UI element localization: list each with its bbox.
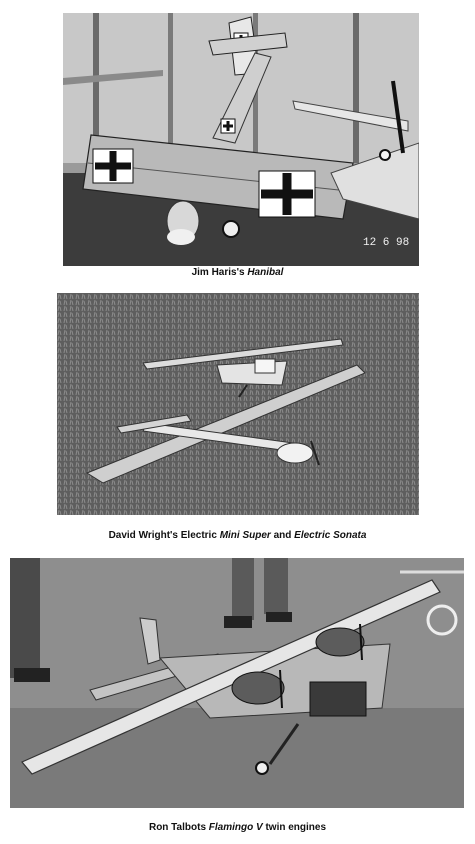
photo-hanibal [63, 13, 419, 266]
caption-sonata-middle: and [270, 530, 295, 541]
caption-flamingo-title: Flamingo V [208, 822, 263, 833]
flamingo-v-photo-art [10, 558, 464, 808]
caption-flamingo-prefix: Ron Talbots [148, 822, 209, 833]
photo-mini-super-sonata [57, 293, 419, 515]
caption-sonata-prefix: David Wright's Electric [108, 530, 220, 541]
caption-flamingo-suffix: twin engines [262, 822, 327, 833]
caption-hanibal [0, 267, 475, 278]
mini-super-sonata-photo-art [57, 293, 419, 515]
hanibal-photo-art [63, 13, 419, 266]
caption-mini-super-sonata [0, 530, 475, 541]
caption-hanibal-title: Hanibal [247, 267, 284, 278]
caption-sonata-title: Mini Super [219, 530, 271, 541]
photo-flamingo-v [10, 558, 464, 808]
caption-flamingo-v [0, 822, 475, 833]
caption-hanibal-prefix: Jim Haris's [191, 267, 248, 278]
caption-sonata-title2: Electric Sonata [294, 530, 367, 541]
date-stamp: 12 6 98 [363, 237, 410, 249]
